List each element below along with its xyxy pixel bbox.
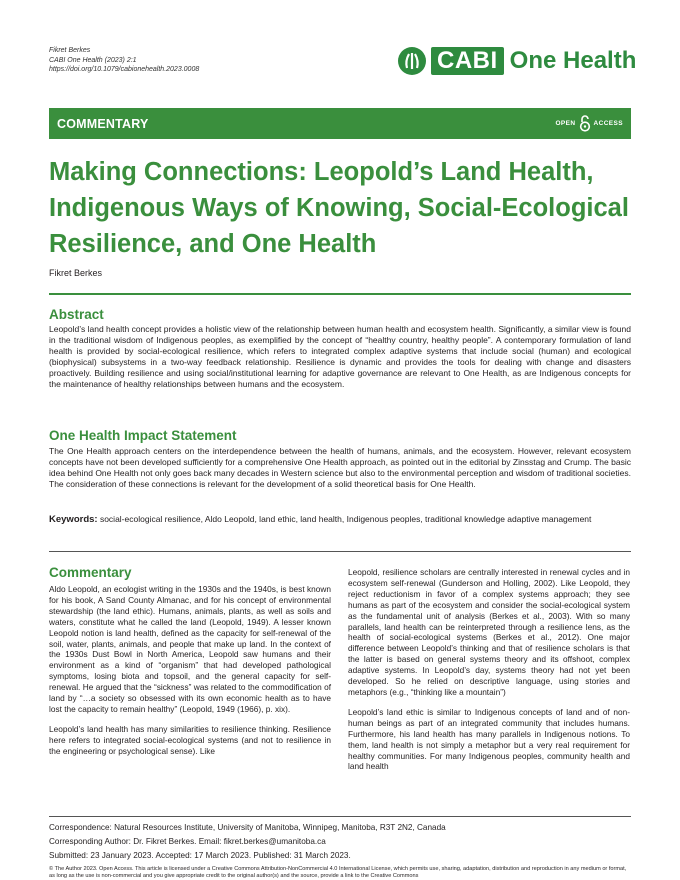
keywords-label: Keywords:: [49, 514, 98, 525]
cabi-one-health-logo: [397, 46, 636, 76]
logo-cabi-text: CABI: [431, 47, 504, 75]
keywords-divider: [49, 551, 631, 552]
open-access-badge: [555, 115, 623, 132]
body-column-left: [49, 584, 331, 757]
keywords: [49, 514, 631, 525]
body-paragraph: Aldo Leopold, an ecologist writing in the 1930s and the 1940s, is best known for his book, A Sand County Almanac, and for his concept of environmental stewardship (the land ethic). Humans, animals, plants, as well as soils and waters, constitute what he called the land (Leopold, 1949). A lesser known Leopold notion is land health, defined as the capacity for self-renewal of the soil, water, plants, animals, and people that make up land. In the context of the 1930s Dust Bowl in North America, Leopold saw humans and their environment as a kind of “organism” that had developed pathological symptoms, losing biota and topsoil, and the general capacity for self-renewal. He argued that the “sickness” was related to the commodification of land by “…a society so obsessed with its own economic health as to have lost the capacity to remain healthy” (Leopold, 1949 (1966), p. xix).: [49, 584, 331, 714]
keywords-text: social-ecological resilience, Aldo Leopold, land ethic, land health, Indigenous peoples, traditional knowledge adaptive management: [99, 514, 592, 524]
journal-metadata: [49, 46, 199, 75]
section-label: COMMENTARY: [57, 117, 149, 131]
section-bar: [49, 108, 631, 139]
doi-link[interactable]: https://doi.org/10.1079/cabionehealth.2023.0008: [49, 66, 200, 73]
license-statement: © The Author 2023. Open Access. This article is licensed under a Creative Commons Attribution-NonCommercial 4.0 International License, which permits use, sharing, adaptation, distribution and reproduction in any medium or format, as long as the use is non-commercial and you give appropriate credit to the original author(s) and the source, provide a link to the Creative Commons: [49, 866, 627, 879]
cabi-emblem-icon: [397, 46, 427, 76]
body-paragraph: Leopold, resilience scholars are centrally interested in renewal cycles and in ecosystem self-renewal (Gunderson and Holling, 2002). Like Leopold, they reject reductionism in favor of a complex systems approach; they see humans as part of the ecosystem and consider the social-ecological system as the fundamental unit of analysis (Berkes et al., 2003). With so many parallels, land health can be reinterpreted through a resilience lens, as the health of social-ecological systems (Berkes et al., 2012). One major difference between Leopold’s thinking and that of resilience scholars is that the latter is based on general systems theory and its offshoot, complex adaptive systems. In Leopold’s day, systems theory had not yet been developed. So he relied on descriptive language, using stories and metaphors (e.g., “thinking like a mountain”): [348, 567, 630, 697]
commentary-heading: Commentary: [49, 565, 132, 580]
abstract-text: Leopold’s land health concept provides a holistic view of the relationship between human health and ecosystem health. Significantly, a similar view is found in the traditional wisdom of Indigenous peoples, as exemplified by the concept of “healthy country, healthy people”. A contemporary formulation of land health is provided by social-ecological resilience, which refers to integrated complex adaptive systems that include social (human) and ecological (biophysical) subsystems in a two-way feedback relationship. Resilience is dynamic and provides the tools for dealing with change and disasters proactively. Building resilience and using social/institutional learning for adaptive governance are relevant to One Health, as are Indigenous concepts for the maintenance of healthy relationships between humans and the ecosystem.: [49, 324, 631, 389]
journal-citation: CABI One Health (2023) 2:1: [49, 56, 137, 64]
corresponding-author[interactable]: Corresponding Author: Dr. Fikret Berkes. Email: fikret.berkes@umanitoba.ca: [49, 837, 326, 846]
article-author: Fikret Berkes: [49, 268, 103, 278]
title-divider: [49, 293, 631, 295]
open-access-left: OPEN: [555, 120, 576, 127]
open-access-right: ACCESS: [593, 120, 623, 127]
publication-dates: Submitted: 23 January 2023. Accepted: 17 March 2023. Published: 31 March 2023.: [49, 851, 351, 860]
article-title: Making Connections: Leopold’s Land Health, Indigenous Ways of Knowing, Social-Ecological Resilience, and One Health: [49, 158, 629, 258]
logo-one-health-text: One Health: [509, 47, 637, 74]
header-author: Fikret Berkes: [49, 47, 91, 54]
open-access-lock-icon: [579, 115, 591, 132]
body-column-right: [348, 567, 630, 772]
abstract-heading: Abstract: [49, 307, 104, 322]
correspondence: Correspondence: Natural Resources Institute, University of Manitoba, Winnipeg, Manitoba, R3T 2N2, Canada: [49, 823, 446, 832]
body-paragraph: Leopold’s land health has many similarities to resilience thinking. Resilience here refers to integrated social-ecological systems (and not to resilience in the engineering or psychological sense). Like: [49, 723, 331, 756]
body-paragraph: Leopold’s land ethic is similar to Indigenous concepts of land and of non-human beings as part of an integrated community that includes humans. Furthermore, his land health has many parallels in Indigenous notions. To them, land health is not simply a metaphor but a very real requirement for healthy communities. For many Indigenous peoples, community health and land health: [348, 706, 630, 772]
impact-heading: One Health Impact Statement: [49, 428, 237, 443]
impact-text: The One Health approach centers on the interdependence between the health of humans, animals, and the ecosystem. However, relevant ecosystem concepts have not been developed sufficiently for a comprehensive One Health approach, as pointed out in the editorial by Zinsstag and Crump. The basic idea behind One Health not only goes back many decades in Western science but also to the environmental perception and wisdom of traditional societies. The consideration of these connections is relevant for the development of a solid theoretical basis for One Health.: [49, 446, 631, 489]
footer-divider: [49, 816, 631, 817]
